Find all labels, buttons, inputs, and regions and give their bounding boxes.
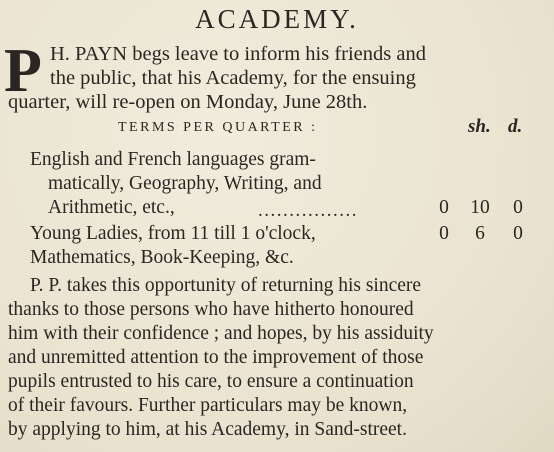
leader-dots: ................ bbox=[258, 200, 358, 221]
term-item-3-line-1: Mathematics, Book-Keeping, &c. bbox=[30, 247, 294, 268]
intro-line-2: the public, that his Academy, for the ensuing bbox=[50, 67, 416, 89]
term-item-2-pence: 0 bbox=[513, 223, 523, 244]
term-item-1-pounds: 0 bbox=[439, 197, 449, 218]
term-item-1-line-2: matically, Geography, Writing, and bbox=[48, 173, 322, 194]
closing-line-3: him with their confidence ; and hopes, by his assiduity bbox=[8, 323, 434, 344]
terms-heading: TERMS PER QUARTER : bbox=[118, 120, 318, 135]
term-item-1-line-3: Arithmetic, etc., bbox=[48, 197, 175, 218]
term-item-1-shillings: 10 bbox=[470, 197, 490, 218]
closing-line-4: and unremitted attention to the improvement of those bbox=[8, 347, 424, 368]
closing-line-6: of their favours. Further particulars may be known, bbox=[8, 395, 408, 416]
closing-line-2: thanks to those persons who have hitherto honoured bbox=[8, 299, 414, 320]
column-shillings-heading: sh. bbox=[468, 116, 491, 137]
closing-line-1: P. P. takes this opportunity of returning his sincere bbox=[30, 275, 422, 296]
term-item-2-line-1: Young Ladies, from 11 till 1 o'clock, bbox=[30, 223, 316, 244]
closing-line-5: pupils entrusted to his care, to ensure a continuation bbox=[8, 371, 414, 392]
term-item-2-shillings: 6 bbox=[475, 223, 485, 244]
closing-line-7: by applying to him, at his Academy, in Sand-street. bbox=[8, 419, 407, 440]
term-item-1-pence: 0 bbox=[513, 197, 523, 218]
term-item-1-line-1: English and French languages gram- bbox=[30, 149, 316, 170]
term-item-2-pounds: 0 bbox=[439, 223, 449, 244]
page-title: ACADEMY. bbox=[195, 4, 359, 34]
column-pence-heading: d. bbox=[508, 116, 523, 137]
intro-line-1: H. PAYN begs leave to inform his friends and bbox=[50, 43, 426, 65]
drop-cap: P bbox=[4, 37, 42, 105]
intro-line-3: quarter, will re-open on Monday, June 28th. bbox=[8, 91, 368, 113]
